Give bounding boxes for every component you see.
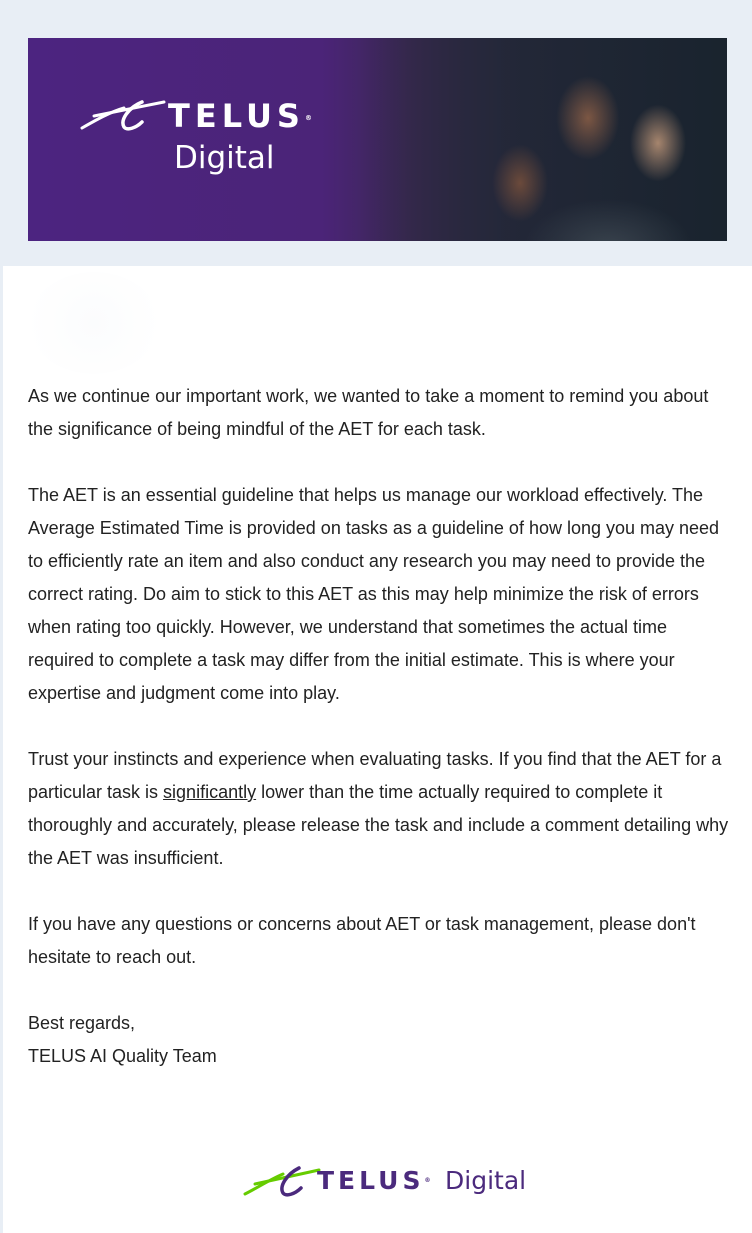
footer-logo — [243, 1162, 543, 1202]
avatar-placeholder — [28, 272, 160, 374]
paragraph-trust-instincts: Trust your instincts and experience when evaluating tasks. If you find that the AET for a particular task is significantly lower than the time actually required to complete it thoroughly and accurately, please release the task and include a comment detailing why the AET was insufficient. — [28, 749, 729, 868]
banner-brand-wordmark: TELUS® — [168, 97, 312, 135]
paragraph-aet-guideline: The AET is an essential guideline that helps us manage our workload effectively. The Average Estimated Time is provided on tasks as a guideline of how long you may need to efficiently rate an item and also conduct any research you may need to provide the correct rating. Do aim to stick to this AET as this may help minimize the risk of errors when rating too quickly. However, we understand that sometimes the actual time required to complete a task may differ from the initial estimate. This is where your expertise and judgment come into play. — [28, 485, 720, 703]
emphasis-significantly: significantly — [163, 782, 257, 802]
banner-subbrand: Digital — [174, 140, 275, 176]
closing: Best regards, — [28, 1013, 136, 1033]
paragraph-questions: If you have any questions or concerns about AET or task management, please don't hesitate to reach out. — [28, 914, 696, 967]
paragraph-intro: As we continue our important work, we wanted to take a moment to remind you about the significance of being mindful of the AET for each task. — [28, 386, 709, 439]
telus-script-footer-icon — [243, 1162, 321, 1198]
header-banner — [28, 38, 727, 241]
footer-brand-wordmark: TELUS® — [317, 1166, 431, 1195]
telus-script-logo-icon — [80, 98, 166, 132]
footer-subbrand: Digital — [445, 1166, 527, 1195]
signature: TELUS AI Quality Team — [28, 1046, 217, 1066]
team-photo — [358, 38, 727, 241]
message-text — [28, 380, 738, 1073]
email-body — [3, 266, 752, 1233]
